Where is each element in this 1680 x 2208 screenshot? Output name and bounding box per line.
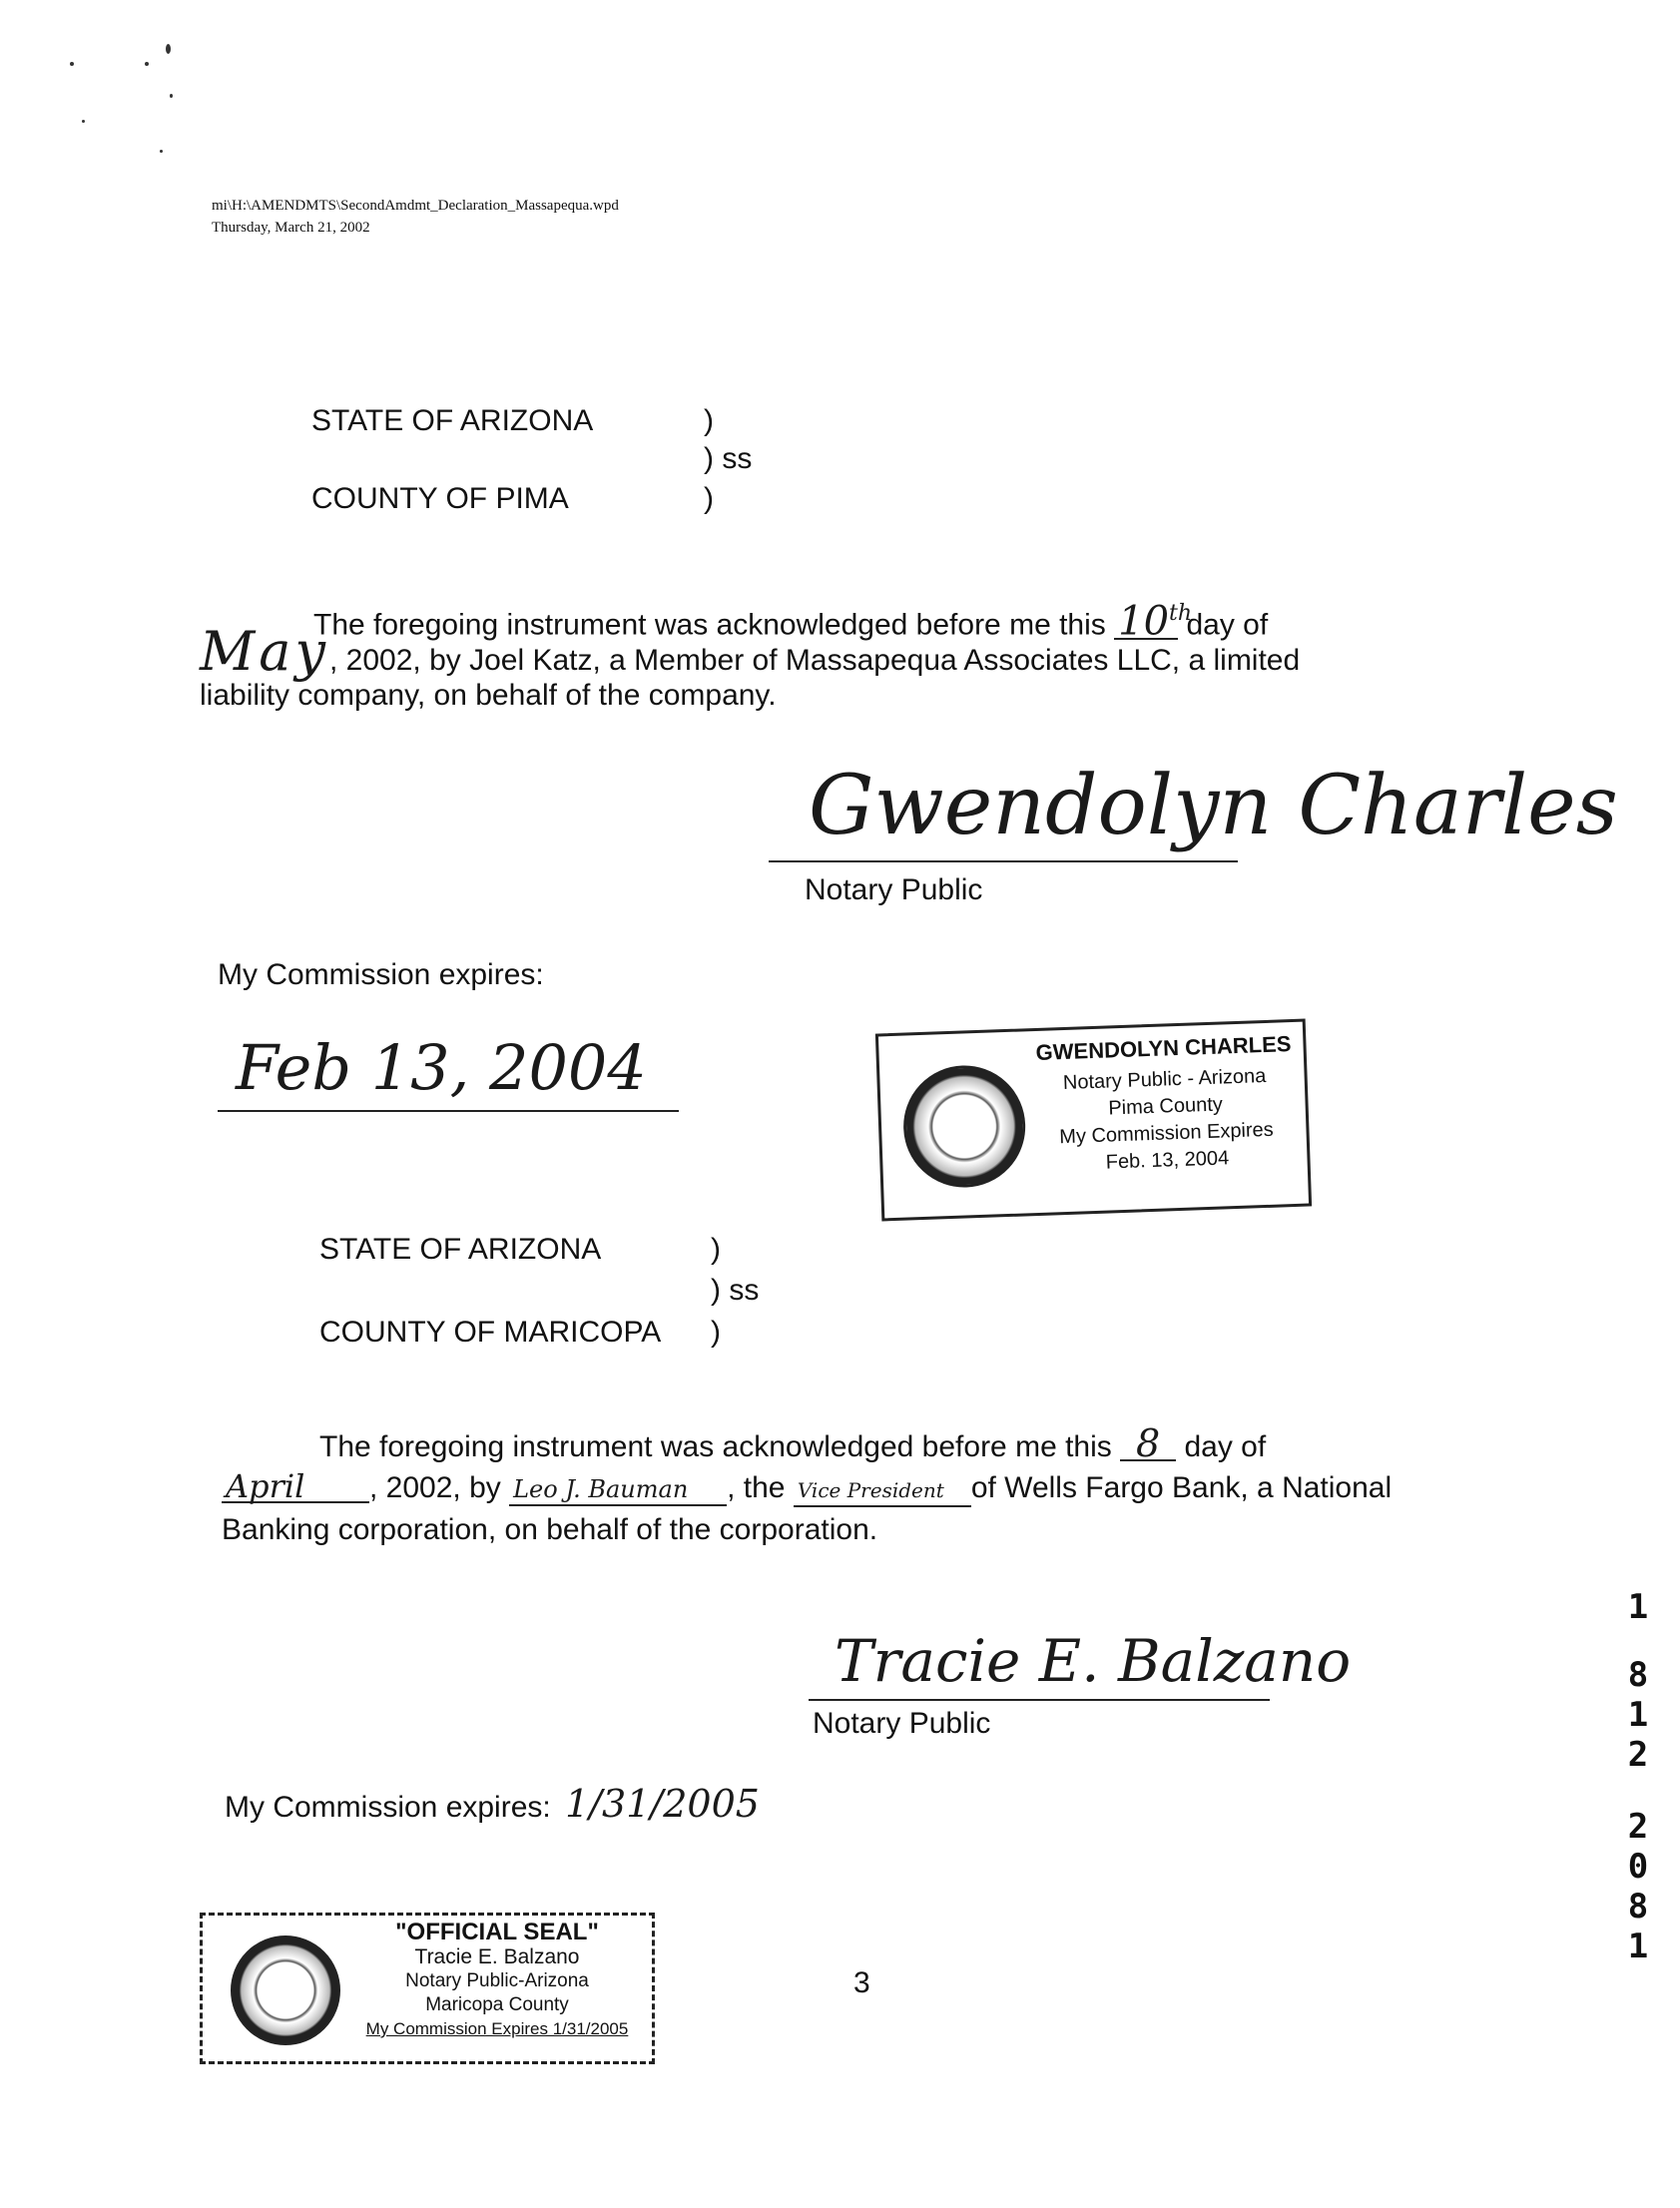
- seal2-name: Tracie E. Balzano: [414, 1945, 580, 1968]
- county-label-1: COUNTY OF PIMA: [311, 482, 569, 515]
- scan-speck: [145, 62, 149, 66]
- recording-number-stamp: 1 8 1 2 2 0 8 1: [1627, 1587, 1649, 1966]
- ack-day-handwritten-2: 8: [1120, 1427, 1176, 1461]
- seal1-line4: My Commission Expires: [1058, 1118, 1275, 1149]
- seal2-title: "OFFICIAL SEAL": [395, 1919, 599, 1945]
- commission-date-handwritten-2: 1/31/2005: [565, 1782, 760, 1826]
- scan-speck: [160, 150, 163, 153]
- notary-seal-gwendolyn-charles: [875, 1019, 1312, 1222]
- ack-month-handwritten-2: April: [222, 1471, 369, 1503]
- ack-day-handwritten: 10th: [1114, 597, 1178, 640]
- commission-label-1: My Commission expires:: [218, 958, 544, 991]
- page-number: 3: [853, 1966, 870, 1999]
- scan-speck: [166, 44, 171, 54]
- seal1-line5: Feb. 13, 2004: [1105, 1147, 1230, 1174]
- ack-line2-2: April , 2002, by Leo J. Bauman , the Vice President of Wells Fargo Bank, a National: [222, 1469, 1392, 1507]
- ack-line3-1: liability company, on behalf of the company.: [200, 679, 777, 712]
- ack-text-post-2: day of: [1184, 1430, 1267, 1463]
- file-path-header: mi\H:\AMENDMTS\SecondAmdmt_Declaration_Massapequa.wpd: [212, 198, 619, 214]
- state-seal-emblem: [901, 1063, 1027, 1189]
- seal2-line3: Notary Public-Arizona: [405, 1970, 589, 1991]
- paren-1a: ): [704, 404, 714, 437]
- ack-text-post: day of: [1186, 608, 1269, 642]
- ack-text-pre-2: The foregoing instrument was acknowledged before me this: [319, 1430, 1112, 1463]
- signer-name-handwritten: Leo J. Bauman: [509, 1474, 727, 1506]
- ack-line1-2: [319, 1421, 1267, 1466]
- seal1-line2: Notary Public - Arizona: [1062, 1064, 1267, 1095]
- paren-2b: ): [711, 1316, 721, 1349]
- paren-2a: ): [711, 1233, 721, 1266]
- commission-label-2: My Commission expires: 1/31/2005: [225, 1782, 760, 1826]
- seal2-line4: Maricopa County: [425, 1994, 569, 2015]
- date-header: Thursday, March 21, 2002: [212, 220, 370, 236]
- ack-line3-2: Banking corporation, on behalf of the corporation.: [222, 1513, 878, 1546]
- signature-line-2: [809, 1699, 1270, 1701]
- state-label-1: STATE OF ARIZONA: [311, 404, 594, 437]
- notary-signature-1: Gwendolyn Charles: [809, 759, 1618, 853]
- paren-1b: ): [704, 482, 714, 515]
- signer-title-handwritten: Vice President: [794, 1475, 971, 1507]
- commission-line-1: [218, 1110, 679, 1112]
- scan-speck: [70, 62, 74, 66]
- seal2-line5: My Commission Expires 1/31/2005: [365, 2019, 629, 2038]
- scan-speck: [170, 94, 173, 98]
- ss-label-1: ) ss: [704, 442, 753, 475]
- scan-speck: [82, 120, 85, 123]
- official-seal-tracie-balzano: [200, 1913, 655, 2064]
- state-seal-emblem-2: [231, 1935, 340, 2045]
- signature-line-1: [769, 860, 1238, 862]
- seal1-name: GWENDOLYN CHARLES: [1035, 1031, 1292, 1065]
- ack-text-pre: The foregoing instrument was acknowledged before me this: [313, 608, 1106, 642]
- notary-public-label-1: Notary Public: [805, 873, 983, 906]
- seal1-line3: Pima County: [1107, 1093, 1224, 1120]
- notary-public-label-2: Notary Public: [813, 1707, 991, 1740]
- notary-signature-2: Tracie E. Balzano: [835, 1627, 1352, 1695]
- ack-month-handwritten: May: [200, 620, 329, 683]
- ss-label-2: ) ss: [711, 1274, 760, 1307]
- commission-date-handwritten-1: Feb 13, 2004: [236, 1031, 647, 1104]
- state-label-2: STATE OF ARIZONA: [319, 1233, 602, 1266]
- ack-line2-text: , 2002, by Joel Katz, a Member of Massapequa Associates LLC, a limited: [329, 644, 1301, 677]
- county-label-2: COUNTY OF MARICOPA: [319, 1316, 662, 1349]
